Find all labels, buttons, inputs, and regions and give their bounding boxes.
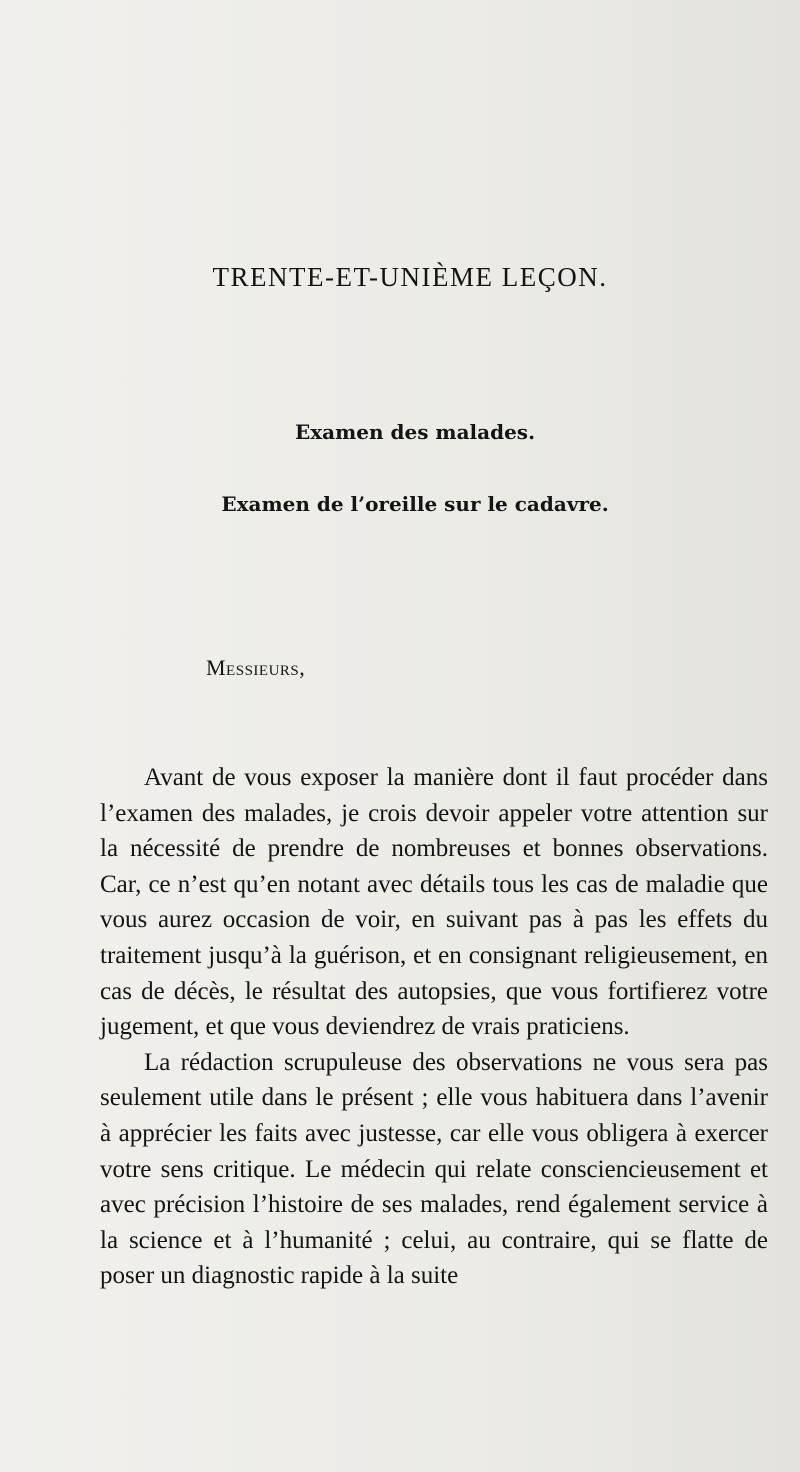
salutation: Messieurs, bbox=[206, 655, 306, 680]
paragraph: La rédaction scrupuleuse des observations ne vous sera pas seulement utile dans le présent ; elle vous habituera dans l’avenir à apprécier les faits avec justesse, car elle vous obligera à exercer votre sens critique. Le médecin qui relate consciencieusement et avec précision l’histoire de ses malades, rend également service à la science et à l’humanité ; celui, au contraire, qui se flatte de poser un diagnostic rapide à la suite bbox=[100, 1048, 768, 1290]
bleed-through-background bbox=[30, 105, 770, 141]
section-heading: Examen des malades. bbox=[294, 420, 536, 444]
subsection-heading: Examen de l’oreille sur le cadavre. bbox=[221, 492, 609, 516]
paragraph: Avant de vous exposer la manière dont il faut procéder dans l’examen des malades, je crois devoir appeler votre attention sur la nécessité de prendre de nombreuses et bonnes observations. Car, ce n’est qu’en notant avec détails tous les cas de maladie que vous aurez occasion de voir, en suivant pas à pas les effets du traitement jusqu’à la guérison, et en consignant religieusement, en cas de décès, le résultat des autopsies, que vous fortifierez votre jugement, et que vous deviendrez de vrais praticiens. bbox=[100, 764, 768, 1041]
chapter-title: TRENTE-ET-UNIÈME LEÇON. bbox=[212, 262, 608, 292]
body-text bbox=[100, 760, 768, 1294]
